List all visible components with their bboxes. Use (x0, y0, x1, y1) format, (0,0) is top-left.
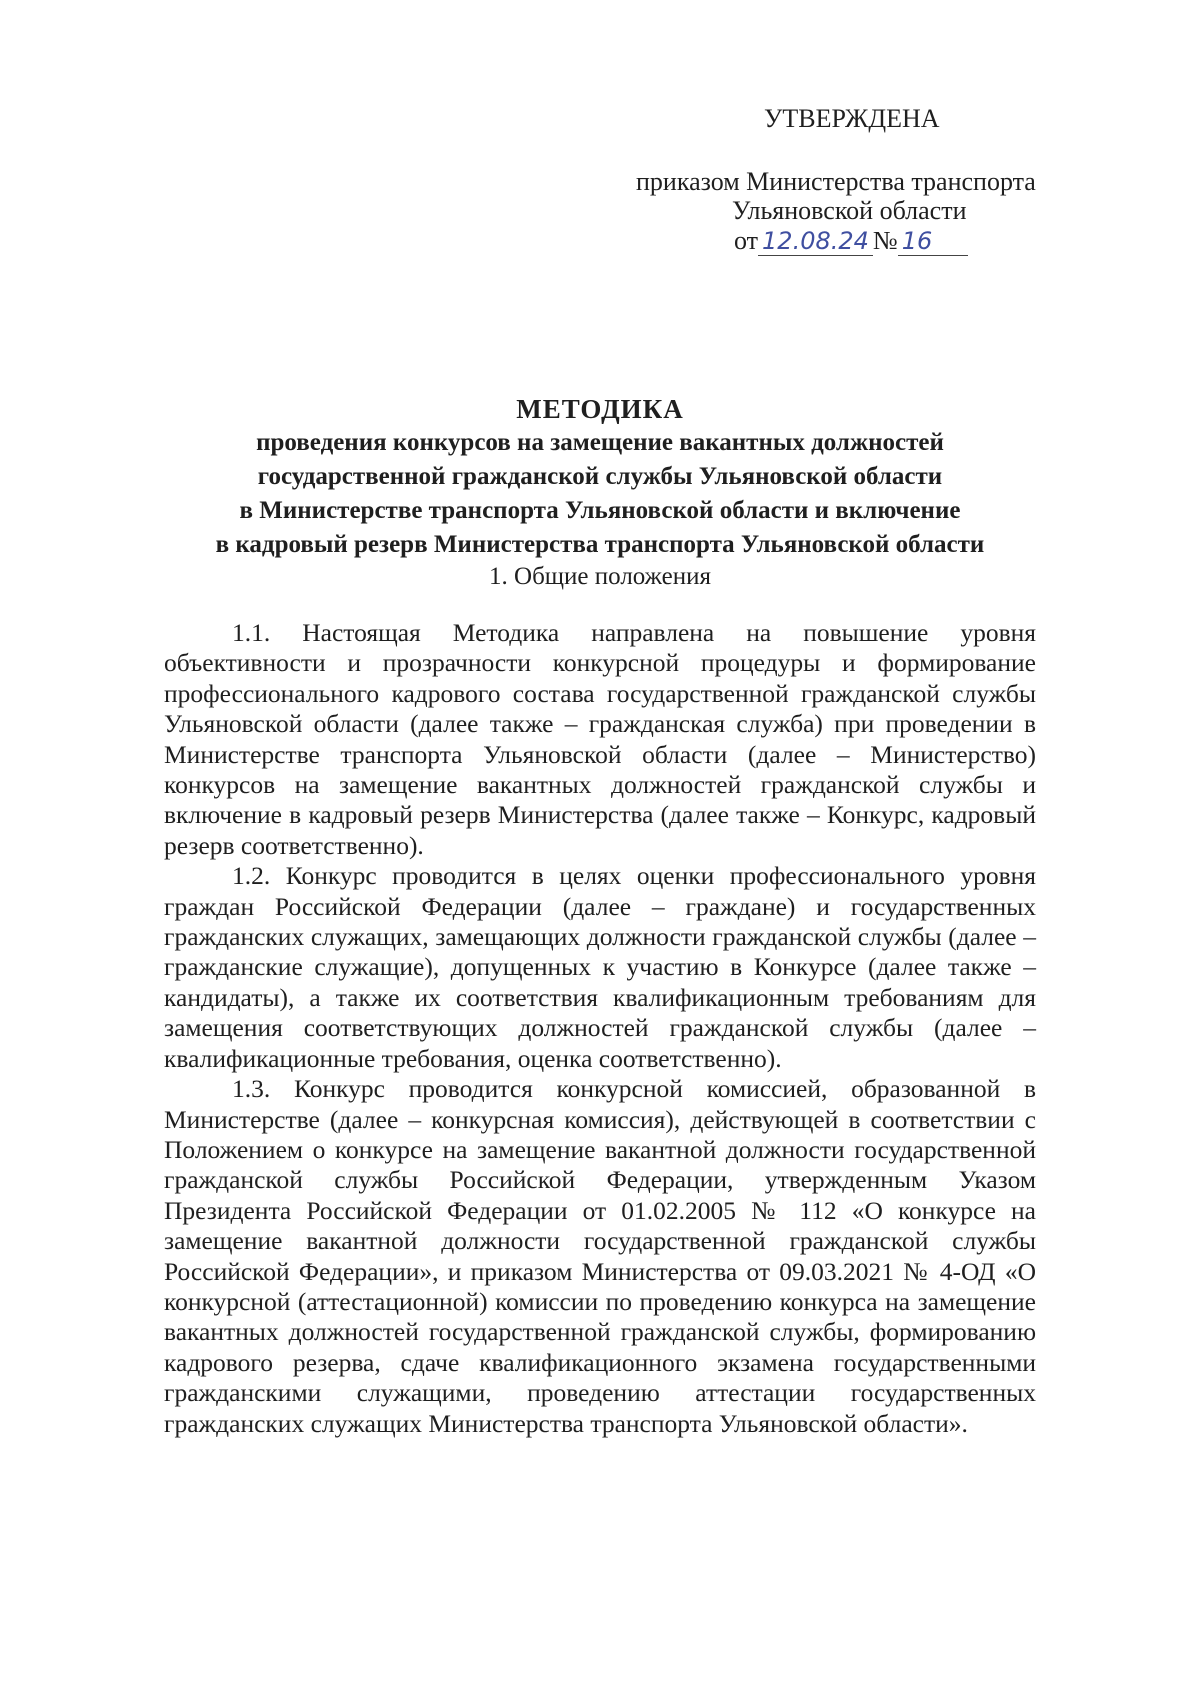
document-title-block (150, 392, 1050, 562)
paragraph-1-1: 1.1. Настоящая Методика направлена на повышение уровня объективности и прозрачности конкурсной процедуры и формирование профессионального кадрового состава государственной гражданской службы Ульяновской области (далее также – гражданская служба) при проведении в Министерстве транспорта Ульяновской области (далее – Министерство) конкурсов на замещение вакантных должностей гражданской службы и включение в кадровый резерв Министерства (далее также – Конкурс, кадровый резерв соответственно). (164, 618, 1036, 860)
section-heading: 1. Общие положения (489, 563, 711, 590)
document-subtitle-line: в Министерстве транспорта Ульяновской области и включение (239, 497, 961, 524)
paragraph-1-2: 1.2. Конкурс проводится в целях оценки профессионального уровня граждан Российской Федерации (далее – граждане) и государственных гражданских служащих, замещающих должности гражданской службы (далее – гражданские служащие), допущенных к участию в Конкурсе (далее также – кандидаты), а также их соответствия квалификационным требованиям для замещения соответствующих должностей гражданской службы (далее – квалификационные требования, оценка соответственно). (164, 861, 1036, 1073)
number-prefix: № (872, 226, 898, 255)
approval-order-line: приказом Министерства транспорта (636, 167, 1036, 196)
document-subtitle-line: проведения конкурсов на замещение вакантных должностей (256, 429, 944, 456)
document-subtitle-line: в кадровый резерв Министерства транспорта Ульяновской области (215, 531, 985, 558)
document-subtitle-line: государственной гражданской службы Ульяновской области (257, 463, 943, 490)
approval-date-number-line (734, 226, 1134, 256)
paragraph-1-3: 1.3. Конкурс проводится конкурсной комиссией, образованной в Министерстве (далее – конкурсная комиссия), действующей в соответствии с Положением о конкурсе на замещение вакантной должности государственной гражданской службы Российской Федерации, утвержденным Указом Президента Российской Федерации от 01.02.2005 № 112 «О конкурсе на замещение вакантной должности государственной гражданской службы Российской Федерации», и приказом Министерства от 09.03.2021 № 4-ОД «О конкурсной (аттестационной) комиссии по проведению конкурса на замещение вакантных должностей государственной гражданской службы, формированию кадрового резерва, сдаче квалификационного экзамена государственными гражданскими служащими, проведению аттестации государственных гражданских служащих Министерства транспорта Ульяновской области». (164, 1074, 1036, 1438)
document-body (164, 618, 1036, 1439)
approval-region-line: Ульяновской области (732, 196, 967, 225)
handwritten-date: 12.08.24 (758, 227, 873, 256)
handwritten-number: 16 (898, 227, 968, 256)
date-prefix: от (734, 226, 759, 255)
approval-title: УТВЕРЖДЕНА (764, 104, 940, 133)
document-title: МЕТОДИКА (516, 394, 684, 424)
